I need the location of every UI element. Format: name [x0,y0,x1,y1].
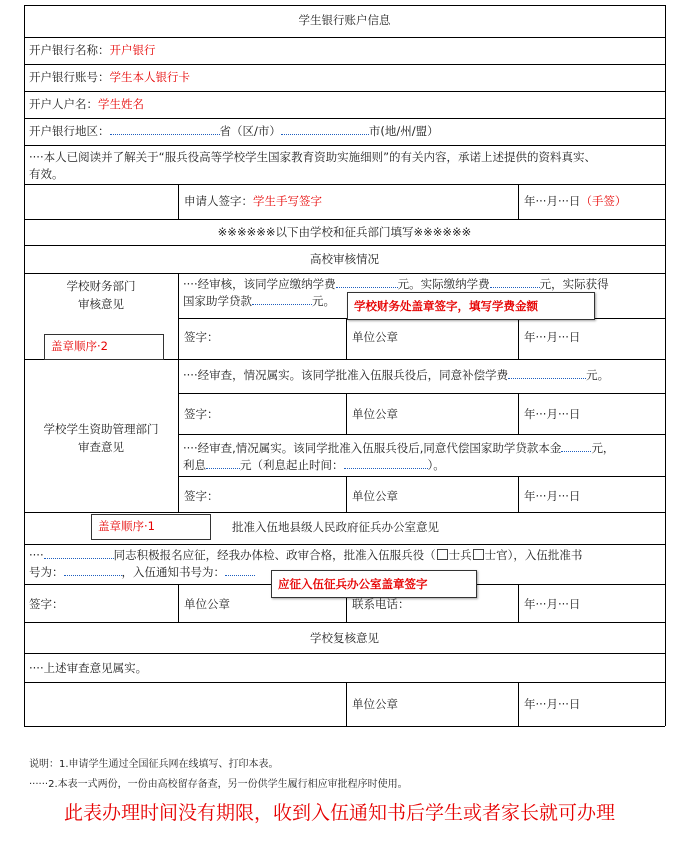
loan-amount-field[interactable] [252,304,312,305]
tuition-compensation-field[interactable] [508,378,586,379]
province-field[interactable] [110,134,220,135]
finance-dept-label: 学校财务部门 审核意见 [66,279,136,311]
account-holder-label: 开户人户名： [29,97,98,111]
handwrite-note: （手签） [580,194,627,208]
aid-seal-label-1: 单位公章 [352,407,398,421]
tuition-due-field[interactable] [336,287,398,288]
interest-period-field[interactable] [344,468,428,469]
enlistment-approval-no-field[interactable] [64,575,122,576]
applicant-sign-value[interactable]: 学生手写签字 [253,194,322,208]
section-divider: ※※※※※※以下由学校和征兵部门填写※※※※※※ [217,225,472,239]
loan-principal-field[interactable] [561,451,591,452]
bank-name-row [29,43,156,58]
aid-tuition-text: ····经审查，情况属实。该同学批准入伍服兵役后，同意补偿学费 元。 [183,368,610,382]
applicant-date[interactable]: 年···月···日（手签） [524,194,627,208]
bank-region-label: 开户银行地区： [29,124,110,138]
finance-opinion-text: ····经审核，该同学应缴纳学费 元。实际缴纳学费 元，实际获得 国家助学贷款 元。 [183,277,609,308]
finance-sign-label[interactable]: 签字： [184,330,219,344]
student-name-field[interactable] [44,558,114,559]
bank-region-row [29,124,439,139]
account-holder-row [29,97,144,112]
bank-name-value[interactable]: 开户银行 [109,43,156,57]
military-date[interactable]: 年···月···日 [524,597,581,611]
recheck-seal-label: 单位公章 [352,697,398,711]
military-seal-label: 单位公章 [184,597,230,611]
finance-date[interactable]: 年···月···日 [524,330,581,344]
applicant-sign-row [184,194,322,209]
bank-account-value[interactable]: 学生本人银行卡 [109,70,190,84]
aid-sign-label-1[interactable]: 签字： [184,407,219,421]
military-sign-label[interactable]: 签字： [29,597,64,611]
aid-date-1[interactable]: 年···月···日 [524,407,581,421]
aid-seal-label-2: 单位公章 [352,489,398,503]
bank-account-label: 开户银行账号： [29,70,110,84]
note-2: ······2.本表一式两份，一份由高校留存备查，另一份供学生履行相应审批程序时使用。 [29,779,408,790]
tuition-paid-field[interactable] [490,287,540,288]
city-field[interactable] [281,134,369,135]
aid-loan-text: ····经审查,情况属实。该同学批准入伍服兵役后,同意代偿国家助学贷款本金 元， 利息 元（利息起止时间： ）。 [183,441,615,472]
stamp-order-2-badge: 盖章顺序·2 [44,334,164,360]
account-holder-value[interactable]: 学生姓名 [98,97,144,111]
stamp-order-1-badge: 盖章顺序·1 [91,514,211,540]
bank-account-row [29,70,190,85]
footer-notice: 此表办理时间没有期限，收到入伍通知书后学生或者家长就可办理 [64,802,616,824]
recheck-text: ····上述审查意见属实。 [29,661,148,675]
aid-dept-label: 学校学生资助管理部门 审查意见 [43,422,159,454]
applicant-sign-label: 申请人签字： [184,194,253,208]
military-office-header: 批准入伍地县级人民政府征兵办公室意见 [232,520,439,534]
military-phone-label[interactable]: 联系电话： [352,597,410,611]
finance-callout: 学校财务处盖章签字，填写学费金额 [347,292,595,320]
aid-sign-label-2[interactable]: 签字： [184,489,219,503]
aid-date-2[interactable]: 年···月···日 [524,489,581,503]
military-callout: 应征入伍征兵办公室盖章签字 [271,570,477,598]
recheck-date[interactable]: 年···月···日 [524,697,581,711]
soldier-checkbox[interactable] [437,549,448,560]
officer-checkbox[interactable] [473,549,484,560]
bank-name-label: 开户银行名称： [29,43,110,57]
recheck-header: 学校复核意见 [310,631,379,645]
declaration-text: ····本人已阅读并了解关于“服兵役高等学校学生国家教育资助实施细则”的有关内容，承诺上述提供的资料真实、 有效。 [29,150,597,181]
form-title: 学生银行账户信息 [298,13,391,27]
school-review-header: 高校审核情况 [310,252,379,266]
province-label: 省（区/市） [219,124,281,138]
military-opinion-text: ···· 同志积极报名应征，经我办体检、政审合格，批准入伍服兵役（ 士兵 士官），入伍批准书 号为： ，入伍通知书号为： [29,548,583,579]
declaration-line-1: 本人已阅读并了解关于“服兵役高等学校学生国家教育资助实施细则”的有关内容，承诺上述提供的资料真实、 [43,150,597,164]
declaration-line-2: 有效。 [29,167,64,181]
enlistment-notice-no-field[interactable] [225,575,255,576]
loan-interest-field[interactable] [206,468,240,469]
city-label: 市(地/州/盟） [368,124,439,138]
note-1: 说明：1.申请学生通过全国征兵网在线填写、打印本表。 [29,759,279,770]
finance-seal-label: 单位公章 [352,330,398,344]
